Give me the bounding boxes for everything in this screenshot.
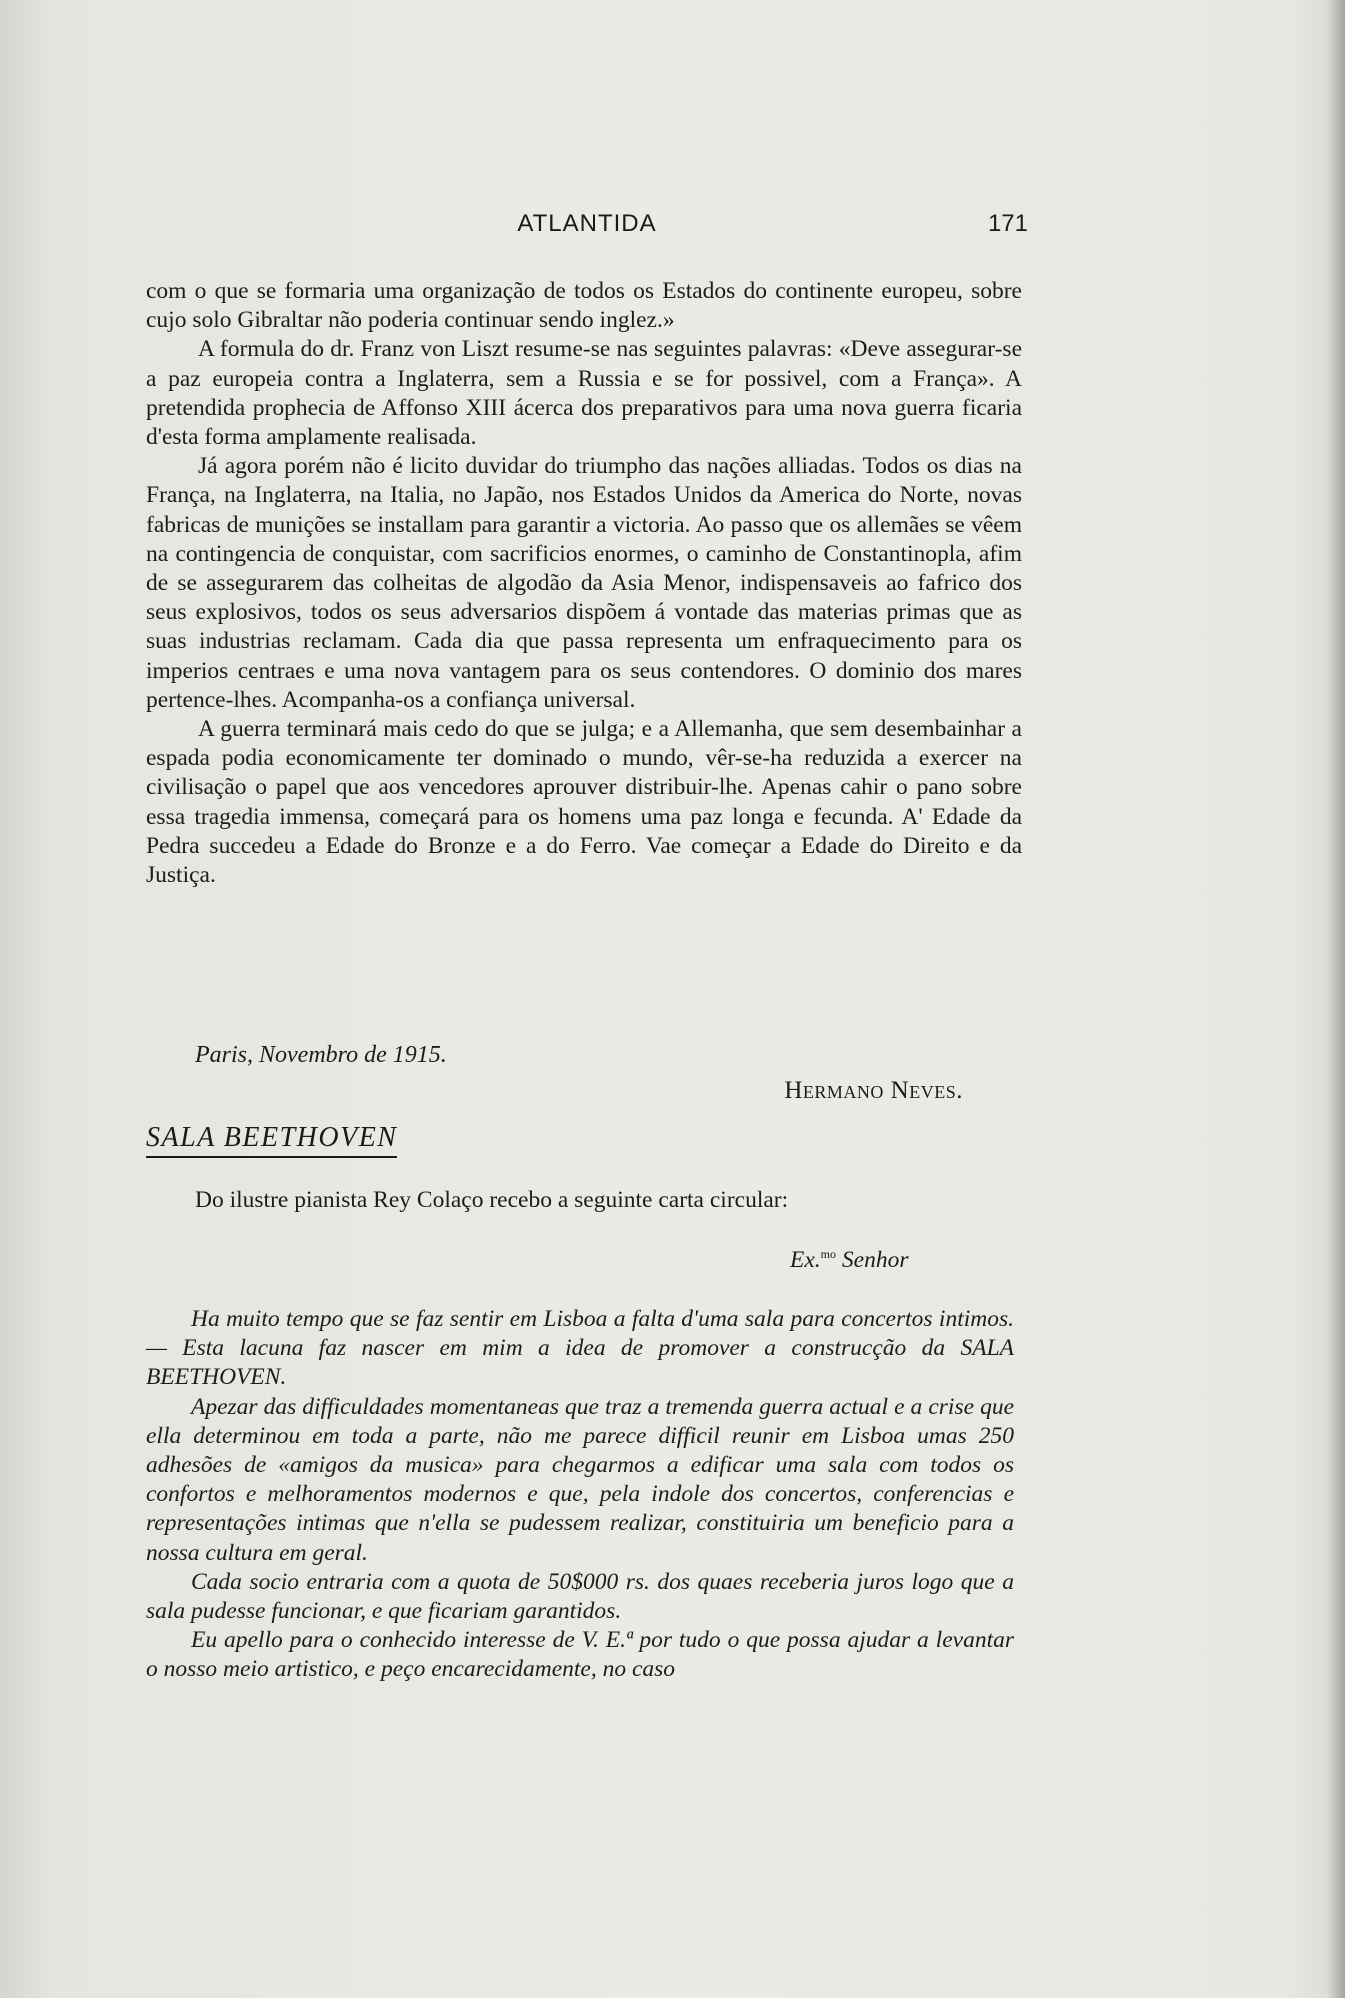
- section-heading: SALA BEETHOVEN: [146, 1122, 397, 1158]
- page-number: 171: [987, 210, 1028, 237]
- article-paragraph-2: A formula do dr. Franz von Liszt resume-se nas seguintes palavras: «Deve assegurar-se a paz europeia contra a Inglaterra, sem a Russia e se for possivel, com a França». A pretendida prophecia de Affonso XIII ácerca dos preparativos para uma nova guerra ficaria d'esta forma amplamente realisada.: [146, 336, 1022, 451]
- letter-paragraph-1: Ha muito tempo que se faz sentir em Lisboa a falta d'uma sala para concertos intimos. — Esta lacuna faz nascer em mim a idea de promover a construcção da SALA BEETHOVEN.: [146, 1306, 1014, 1391]
- salutation-rest: Senhor: [836, 1247, 909, 1273]
- letter-paragraph-3: Cada socio entraria com a quota de 50$000 rs. dos quaes receberia juros logo que a sala pudesse funcionar, e que ficariam garantidos.: [146, 1568, 1014, 1625]
- salutation-prefix: Ex.: [790, 1247, 821, 1273]
- journal-title: ATLANTIDA: [517, 210, 657, 237]
- letter-salutation: [790, 1247, 908, 1274]
- author-signature: Hermano Neves.: [784, 1077, 963, 1104]
- article-paragraph-3: Já agora porém não é licito duvidar do triumpho das nações alliadas. Todos os dias na França, na Inglaterra, na Italia, no Japão, nos Estados Unidos da America do Norte, novas fabricas de munições se installam para garantir a victoria. Ao passo que os allemães se vêem na contingencia de conquistar, com sacrificios enormes, o caminho de Constantinopla, afim de se assegurarem das colheitas de algodão da Asia Menor, indispensaveis ao fafrico dos seus explosivos, todos os seus adversarios dispõem á vontade das materias primas que as suas industrias reclamam. Cada dia que passa representa um enfraquecimento para os imperios centraes e uma nova vantagem para os seus contendores. O dominio dos mares pertence-lhes. Acompanha-os a confiança universal.: [146, 453, 1022, 713]
- running-header: [146, 210, 1028, 244]
- article-paragraph-1: com o que se formaria uma organização de todos os Estados do continente europeu, sobre cujo solo Gibraltar não poderia continuar sendo inglez.»: [146, 278, 1022, 334]
- letter-paragraph-4: Eu apello para o conhecido interesse de V. E.ª por tudo o que possa ajudar a levantar o nosso meio artistico, e peço encarecidamente, no caso: [146, 1627, 1014, 1683]
- page-edge-shadow: [1327, 0, 1345, 1998]
- dateline: Paris, Novembro de 1915.: [195, 1042, 447, 1068]
- letter-paragraph-2: Apezar das difficuldades momentaneas que traz a tremenda guerra actual e a crise que ella determinou em toda a parte, não me parece difficil reunir em Lisboa umas 250 adhesões de «amigos da musica» para chegarmos a edificar uma sala com todos os confortos e melhoramentos modernos e que, pela indole dos concertos, conferencias e representações intimas que n'ella se pudessem realizar, constituiria um beneficio para a nossa cultura em geral.: [146, 1393, 1014, 1566]
- article-paragraph-4: A guerra terminará mais cedo do que se julga; e a Allemanha, que sem desembainhar a espada podia economicamente ter dominado o mundo, vêr-se-ha reduzida a exercer na civilisação o papel que aos vencedores aprouver distribuir-lhe. Apenas cahir o pano sobre essa tragedia immensa, começará para os homens uma paz longa e fecunda. A' Edade da Pedra succedeu a Edade do Bronze e a do Ferro. Vae começar a Edade do Direito e da Justiça.: [146, 716, 1022, 889]
- section-intro: Do ilustre pianista Rey Colaço recebo a seguinte carta circular:: [195, 1187, 789, 1213]
- article-body: [146, 277, 1022, 890]
- salutation-superscript: mo: [820, 1247, 837, 1262]
- letter-body: [146, 1305, 1014, 1685]
